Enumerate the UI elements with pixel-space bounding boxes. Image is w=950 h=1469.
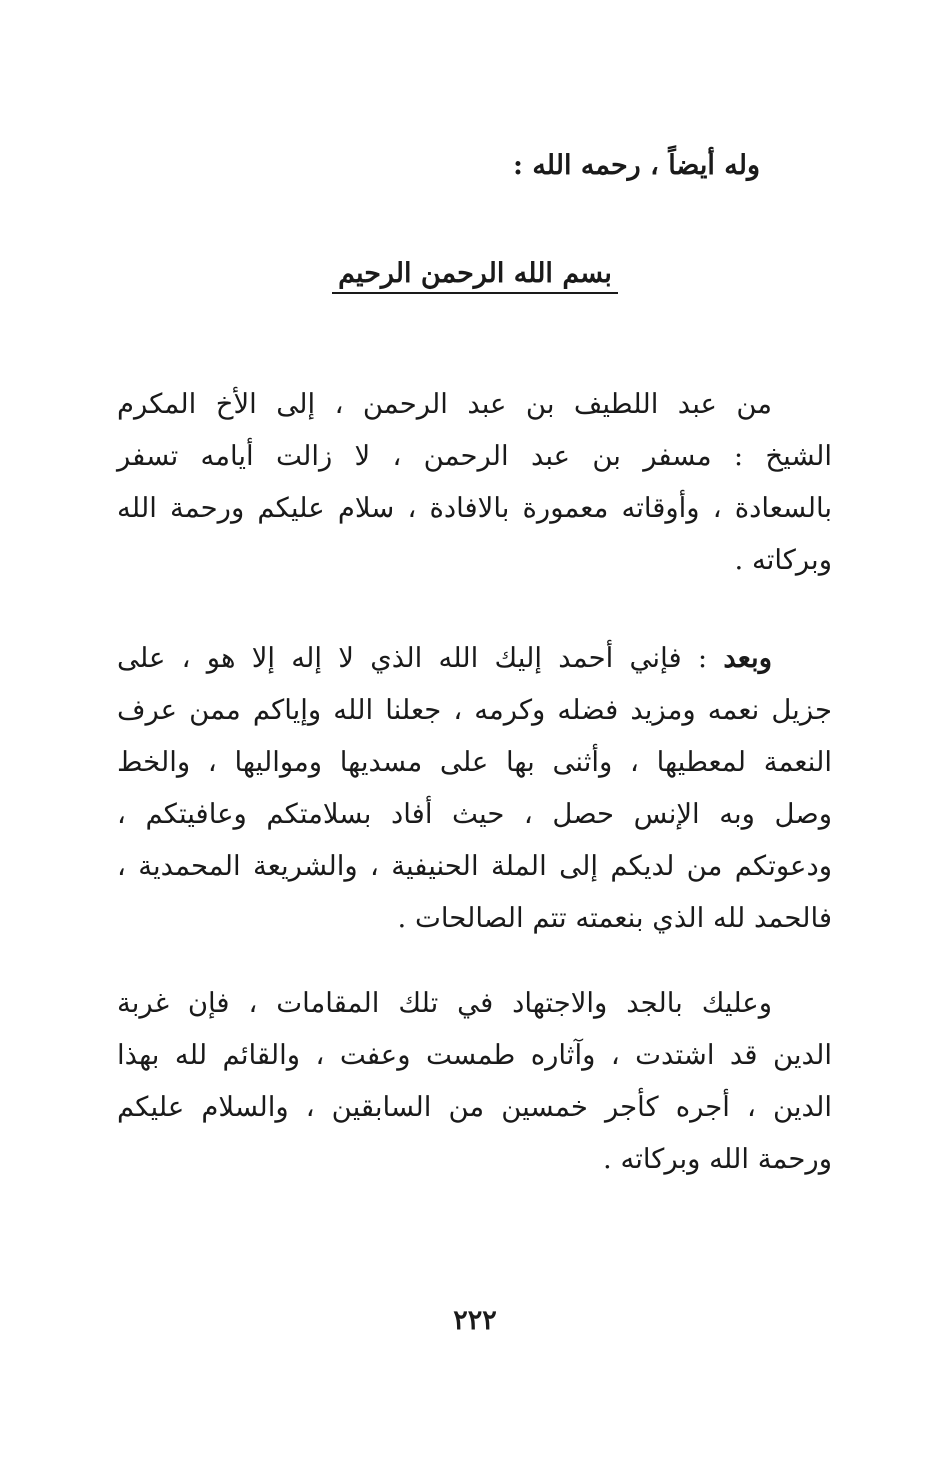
paragraph-line: الدين ، أجره كأجر خمسين من السابقين ، والسلام عليكم (117, 1091, 832, 1123)
paragraph-line: الدين قد اشتدت ، وآثاره طمست وعفت ، والقائم لله بهذا (117, 1039, 832, 1071)
paragraph-line: فالحمد لله الذي بنعمته تتم الصالحات . (397, 902, 832, 934)
paragraph-line: ودعوتكم من لديكم إلى الملة الحنيفية ، والشريعة المحمدية ، (117, 850, 832, 882)
paragraph-line: وصل وبه الإنس حصل ، حيث أفاد بسلامتكم وعافيتكم ، (117, 798, 832, 830)
basmala (0, 258, 950, 294)
paragraph-line: النعمة لمعطيها ، وأثنى بها على مسديها ومواليها ، والخط (117, 746, 832, 778)
lead-word: وبعد (723, 642, 772, 674)
paragraph-line: جزيل نعمه ومزيد فضله وكرمه ، جعلنا الله وإياكم ممن عرف (117, 694, 832, 726)
paragraph-line: بالسعادة ، وأوقاته معمورة بالافادة ، سلام عليكم ورحمة الله (117, 492, 832, 524)
paragraph-line-text: : فإني أحمد إليك الله الذي لا إله إلا هو ، على (117, 642, 708, 674)
paragraph-closing (117, 977, 832, 1185)
paragraph-line: من عبد اللطيف بن عبد الرحمن ، إلى الأخ المكرم (117, 388, 772, 420)
page-number: ٢٢٢ (453, 1305, 497, 1336)
paragraph-line: الشيخ : مسفر بن عبد الرحمن ، لا زالت أيامه تسفر (117, 440, 832, 472)
paragraph-body (117, 632, 832, 944)
paragraph-line: وبركاته . (734, 544, 832, 576)
letter-heading: وله أيضاً ، رحمه الله : (512, 150, 760, 181)
paragraph-line: ورحمة الله وبركاته . (602, 1143, 832, 1175)
basmala-text: بسم الله الرحمن الرحيم (332, 258, 618, 294)
paragraph-greeting (117, 378, 832, 586)
paragraph-line (117, 632, 832, 684)
paragraph-line: وعليك بالجد والاجتهاد في تلك المقامات ، فإن غربة (117, 987, 772, 1019)
